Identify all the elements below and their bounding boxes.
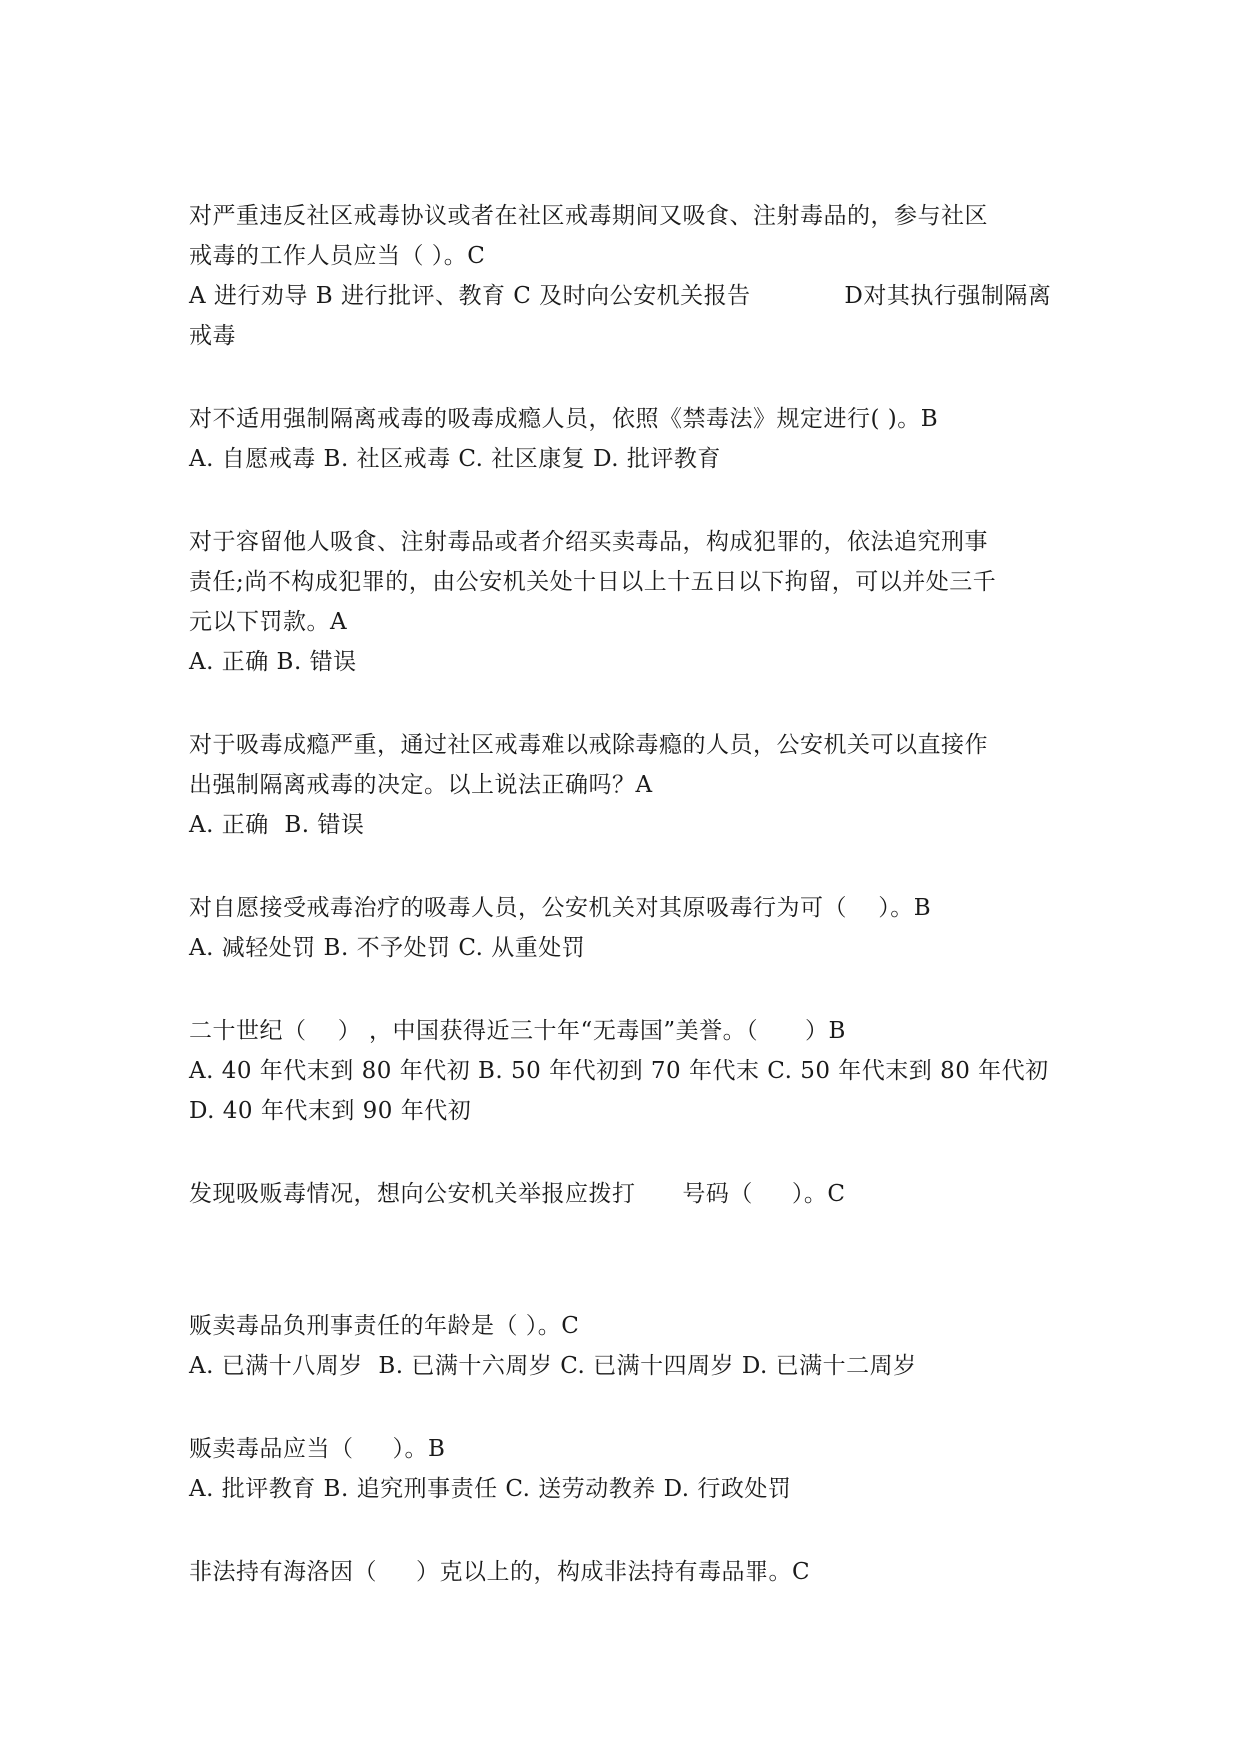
question-text: 二十世纪（ ） ，中国获得近三十年“无毒国”美誉。（ ）B: [189, 1018, 846, 1044]
options-text: A. 正确 B. 错误: [189, 812, 365, 838]
question-block: [189, 1174, 1069, 1214]
options-text: 戒毒: [189, 323, 236, 349]
question-text: 责任;尚不构成犯罪的，由公安机关处十日以上十五日以下拘留，可以并处三千: [189, 569, 997, 595]
question-block: [189, 522, 1069, 682]
options-text: A. 减轻处罚 B. 不予处罚 C. 从重处罚: [189, 935, 586, 961]
question-text: 对严重违反社区戒毒协议或者在社区戒毒期间又吸食、注射毒品的，参与社区: [189, 203, 988, 229]
question-text: 出强制隔离戒毒的决定。以上说法正确吗？A: [189, 772, 653, 798]
options-text: D. 40 年代末到 90 年代初: [189, 1098, 472, 1124]
document-page: [189, 196, 1069, 1635]
options-text: A. 批评教育 B. 追究刑事责任 C. 送劳动教养 D. 行政处罚: [189, 1476, 792, 1502]
question-block: [189, 399, 1069, 479]
question-block: [189, 196, 1069, 356]
question-block: [189, 1429, 1069, 1509]
options-text: A. 正确 B. 错误: [189, 649, 357, 675]
question-text: 戒毒的工作人员应当（ ）。C: [189, 243, 486, 269]
question-block: [189, 1552, 1069, 1592]
question-text: 对于吸毒成瘾严重，通过社区戒毒难以戒除毒瘾的人员，公安机关可以直接作: [189, 732, 988, 758]
question-block: [189, 888, 1069, 968]
question-text: 非法持有海洛因（ ）克以上的，构成非法持有毒品罪。C: [189, 1559, 811, 1585]
question-text: 贩卖毒品应当（ ）。B: [189, 1436, 446, 1462]
question-block: [189, 1306, 1069, 1386]
question-block: [189, 1011, 1069, 1131]
question-text: 贩卖毒品负刑事责任的年龄是（ ）。C: [189, 1313, 580, 1339]
question-text: 对自愿接受戒毒治疗的吸毒人员，公安机关对其原吸毒行为可（ ）。B: [189, 895, 932, 921]
options-text: A. 自愿戒毒 B. 社区戒毒 C. 社区康复 D. 批评教育: [189, 446, 721, 472]
options-text: A 进行劝导 B 进行批评、教育 C 及时向公安机关报告 D对其执行强制隔离: [189, 283, 1052, 309]
options-text: A. 40 年代末到 80 年代初 B. 50 年代初到 70 年代末 C. 50 年代末到 80 年代初: [189, 1058, 1049, 1084]
question-text: 发现吸贩毒情况，想向公安机关举报应拨打 号码（ ）。C: [189, 1181, 846, 1207]
question-block: [189, 725, 1069, 845]
options-text: A. 已满十八周岁 B. 已满十六周岁 C. 已满十四周岁 D. 已满十二周岁: [189, 1353, 917, 1379]
question-text: 元以下罚款。A: [189, 609, 348, 635]
question-text: 对不适用强制隔离戒毒的吸毒成瘾人员，依照《禁毒法》规定进行( )。B: [189, 406, 939, 432]
question-text: 对于容留他人吸食、注射毒品或者介绍买卖毒品，构成犯罪的，依法追究刑事: [189, 529, 988, 555]
